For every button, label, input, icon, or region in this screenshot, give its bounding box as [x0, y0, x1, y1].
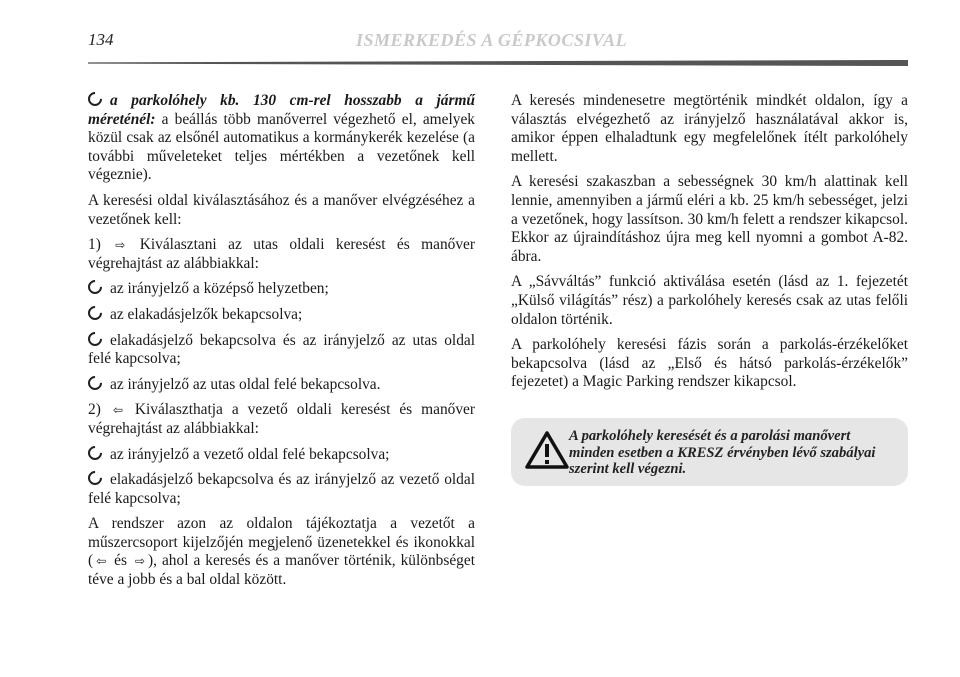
paragraph-text: Kiválaszthatja a vezető oldali keresést és manőver végrehajtást az alábbiakkal: — [88, 401, 475, 437]
paragraph-text: A rendszer azon az oldalon tájékoztatja a vezetőt a műszercsoport kijelzőjén megjelenő üzenetekkel és ikonokkal ( — [88, 515, 475, 570]
list-item — [88, 306, 475, 325]
bullet-icon — [85, 329, 105, 349]
page-number: 134 — [88, 30, 114, 49]
bullet-icon — [85, 277, 105, 297]
bullet-icon — [85, 468, 105, 488]
paragraph-text: és — [109, 552, 132, 570]
paragraph: A keresési szakaszban a sebességnek 30 km/h alattinak kell lennie, amennyiben a jármű eléri a kb. 25 km/h sebességet, jelzi a vezetőnek, hogy lassítson. 30 km/h felett a rendszer kikapcsol. Ekkor az újraindításhoz újra meg kell nyomni a gombot A-82. ábra. — [511, 173, 908, 265]
arrow-right-icon: ⇨ — [115, 238, 126, 253]
list-item — [88, 332, 475, 369]
bullet-icon — [85, 89, 105, 109]
page-header — [88, 30, 908, 52]
paragraph-text: ), ahol a keresés és a manőver történik, különbséget téve a jobb és a bal oldal között. — [88, 552, 475, 589]
paragraph — [88, 236, 475, 273]
warning-box — [511, 418, 908, 486]
list-item-text: az irányjelző a középső helyzetben; — [110, 280, 329, 298]
paragraph — [88, 401, 475, 438]
list-item-text: elakadásjelző bekapcsolva és az irányjelző az vezető oldal felé kapcsolva; — [88, 471, 475, 507]
paragraph-text: a beállás több manőverrel végezhető el, amelyek közül csak az elsőnél automatikus a kormánykerék kezelése (a további műveleteket teljes mértékben a vezetőnek kell végeznie). — [88, 110, 475, 184]
paragraph: A parkolóhely keresési fázis során a parkolás-érzékelőket bekapcsolva (lásd az „Első és hátsó parkolás-érzékelők” fejezetet) a Magic Parking rendszer kikapcsol. — [511, 336, 908, 391]
arrow-left-icon: ⇦ — [112, 403, 123, 418]
bullet-icon — [85, 303, 105, 323]
list-item-text: az elakadásjelzők bekapcsolva; — [110, 305, 303, 323]
paragraph-text: Kiválasztani az utas oldali keresést és manőver végrehajtást az alábbiakkal: — [88, 236, 475, 272]
header-rule — [88, 60, 908, 66]
section-title: ISMERKEDÉS A GÉPKOCSIVAL — [356, 30, 628, 50]
list-item — [88, 280, 475, 299]
list-item-text: elakadásjelző bekapcsolva és az irányjelző az utas oldal felé kapcsolva; — [88, 331, 475, 368]
subheading: a parkolóhely kb. 130 cm-rel hosszabb a jármű méreténél: — [88, 92, 475, 128]
list-item — [88, 376, 475, 395]
list-item-text: az irányjelző az utas oldal felé bekapcsolva. — [110, 375, 381, 393]
arrow-left-icon: ⇦ — [96, 554, 107, 569]
step-number: 1) — [88, 236, 101, 254]
bullet-icon — [85, 443, 105, 463]
step-number: 2) — [88, 401, 101, 419]
left-column — [88, 92, 475, 597]
paragraph: A keresés mindenesetre megtörténik mindkét oldalon, így a választás elvégezhető az irányjelző használatával akkor is, amikor éppen elhaladtunk egy megfelelőnek ítélt parkolóhely mellett. — [511, 92, 908, 165]
paragraph: A „Sávváltás” funkció aktiválása esetén (lásd az 1. fejezetét „Külső világítás” rész) a parkolóhely keresés csak az utas felőli oldalon történik. — [511, 273, 908, 328]
paragraph: A keresési oldal kiválasztásához és a manőver elvégzéséhez a vezetőnek kell: — [88, 191, 475, 228]
list-item — [88, 471, 475, 508]
arrow-right-icon: ⇨ — [134, 554, 146, 569]
bullet-icon — [85, 373, 105, 393]
warning-text: A parkolóhely keresését és a parolási manővert minden esetben a KRESZ érvényben lévő szabályai szerint kell végezni. — [569, 428, 876, 478]
paragraph — [88, 92, 475, 185]
list-item — [88, 446, 475, 465]
warning-triangle-icon — [525, 430, 569, 470]
right-column — [511, 92, 908, 399]
list-item-text: az irányjelző a vezető oldal felé bekapcsolva; — [110, 445, 390, 463]
paragraph — [88, 515, 475, 589]
